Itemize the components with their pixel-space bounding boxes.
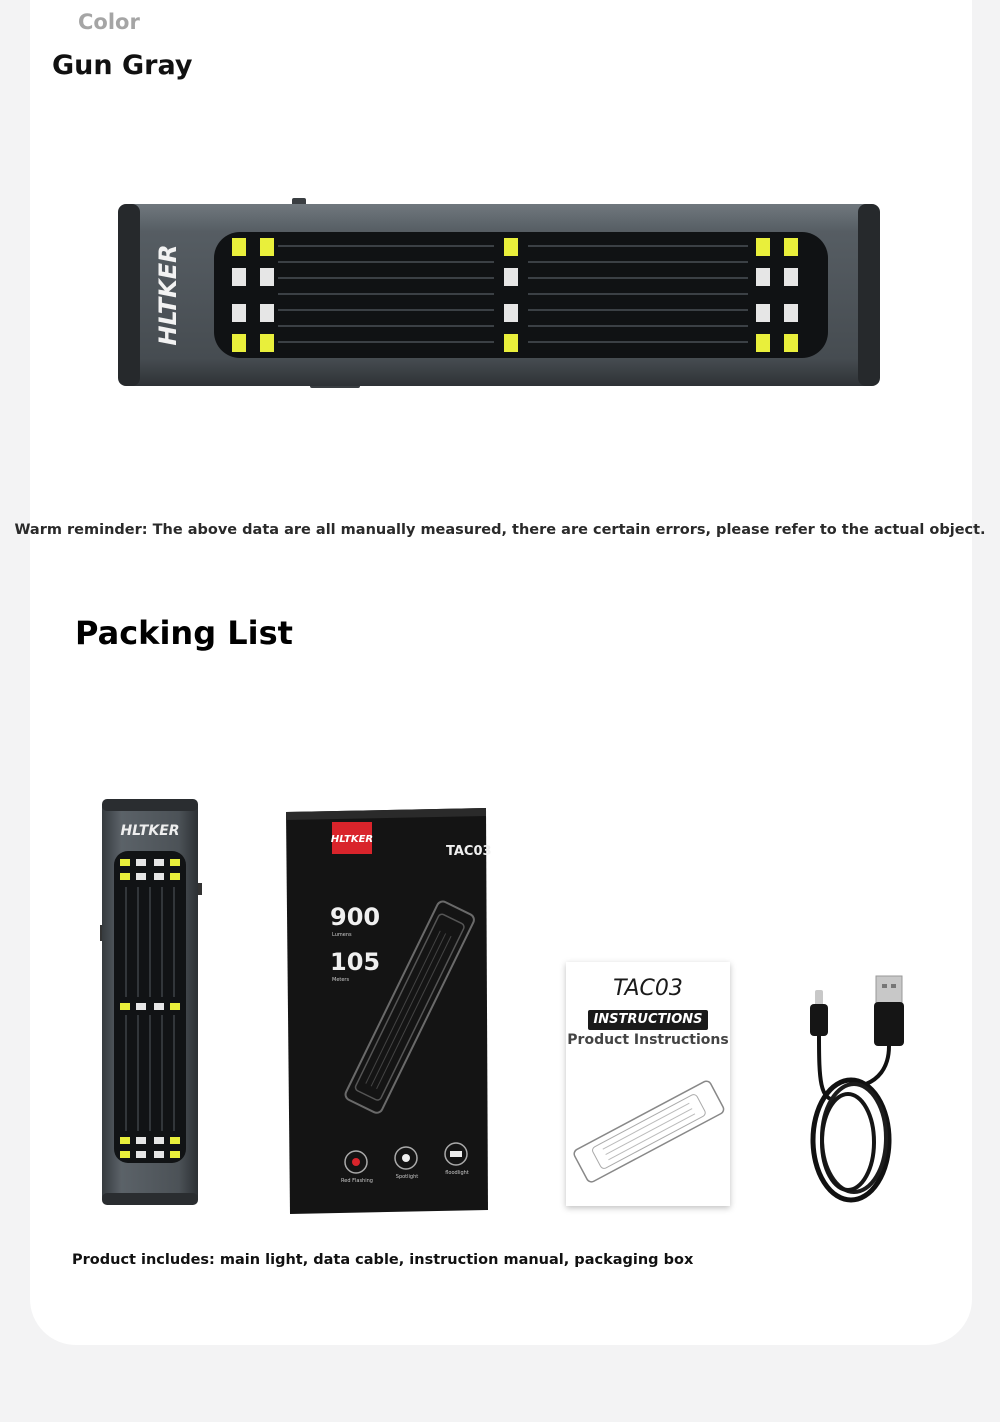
packing-list-title: Packing List	[75, 614, 293, 652]
box-meters-value: 105	[330, 948, 381, 976]
box-mode-red-flashing: Red Flashing	[341, 1178, 373, 1184]
box-lumens-label: Lumens	[332, 932, 352, 938]
manual-subtitle: Product Instructions	[567, 1032, 729, 1048]
box-meters-label: Meters	[332, 977, 350, 983]
packaging-box-graphic	[286, 808, 490, 1214]
packaging-box	[286, 808, 490, 1214]
box-lumens-value: 900	[330, 903, 381, 931]
box-mode-spotlight: Spotlight	[395, 1174, 419, 1180]
svg-text:HLTKER: HLTKER	[330, 834, 374, 845]
manual-badge: INSTRUCTIONS	[588, 1010, 708, 1030]
product-image-gun-gray	[110, 190, 890, 400]
package-includes-text: Product includes: main light, data cable, instruction manual, packaging box	[72, 1252, 694, 1268]
manual-light-drawing	[566, 1062, 730, 1202]
box-mode-floodlight: floodlight	[445, 1170, 469, 1176]
svg-text:HLTKER: HLTKER	[120, 823, 180, 839]
main-light-image	[96, 795, 208, 1210]
data-cable-image	[796, 970, 920, 1215]
warm-reminder: Warm reminder: The above data are all manually measured, there are certain errors, please refer to the actual object.	[14, 522, 986, 538]
svg-text:HLTKER: HLTKER	[154, 244, 182, 346]
manual-model: TAC03	[613, 976, 683, 1001]
box-model: TAC03	[446, 844, 492, 859]
color-label: Color	[78, 10, 140, 34]
instruction-manual	[566, 962, 730, 1206]
color-name: Gun Gray	[52, 50, 193, 81]
